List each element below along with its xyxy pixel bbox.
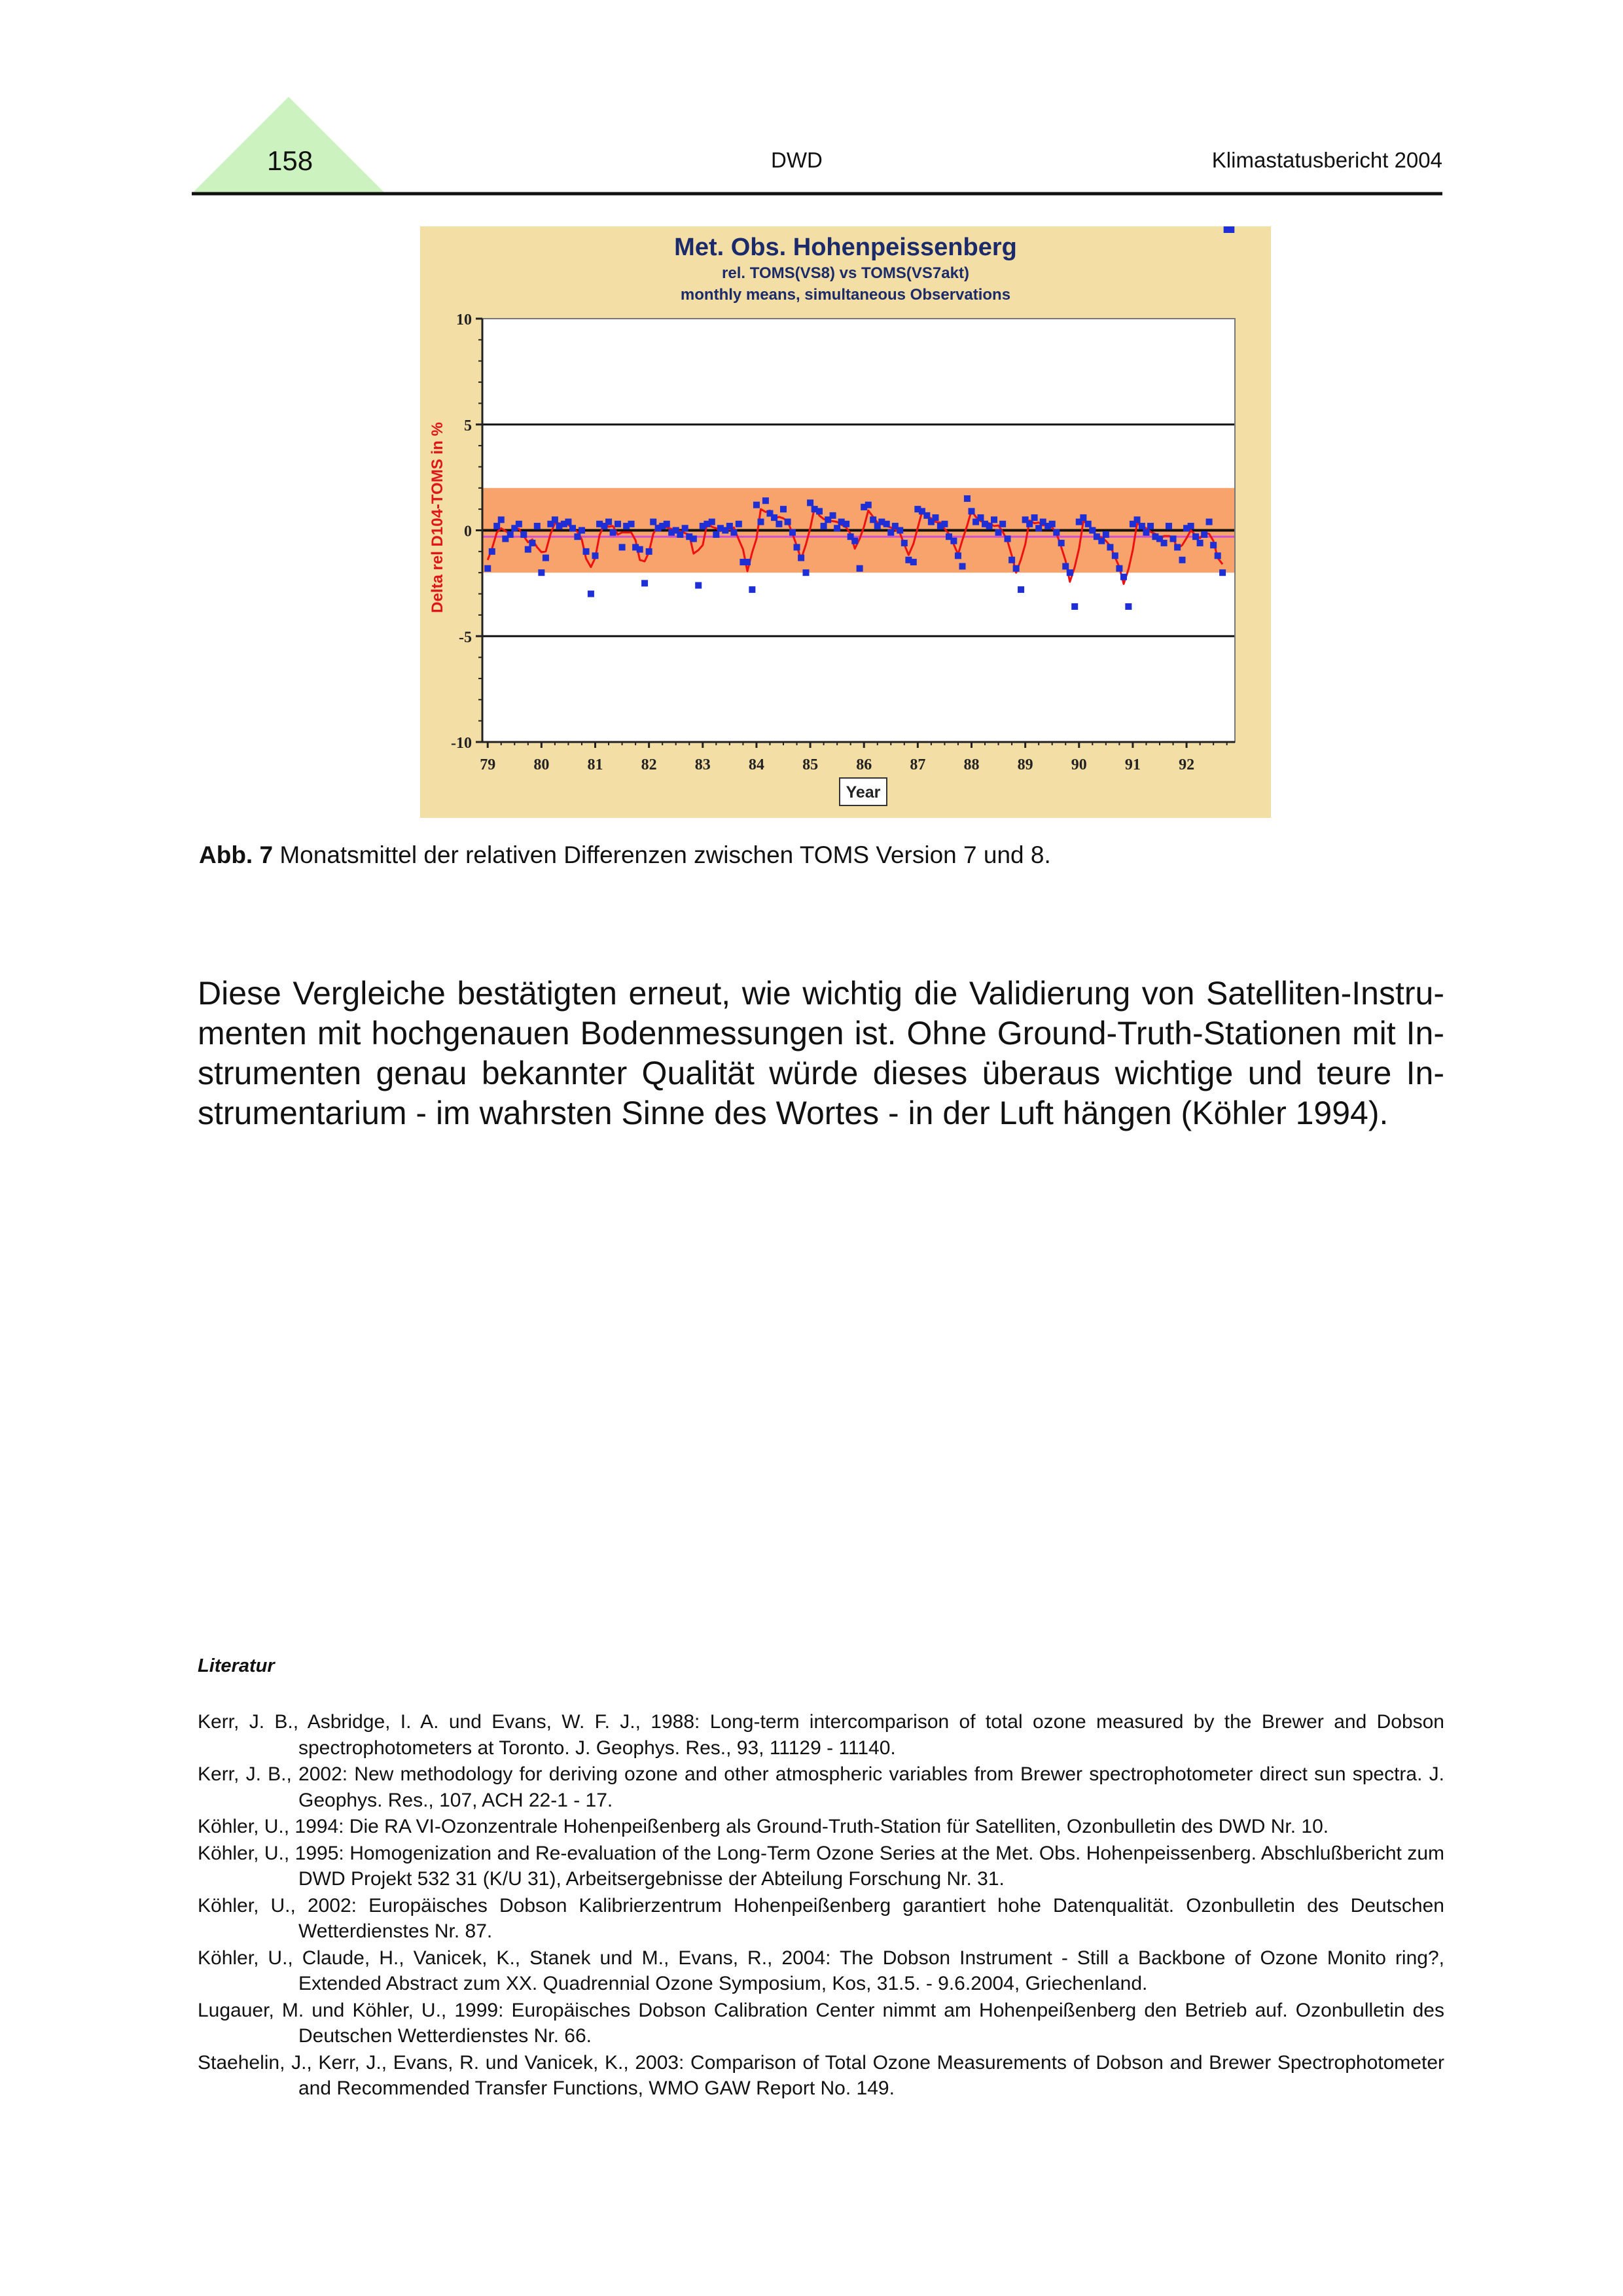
data-point [525, 546, 531, 553]
data-point [794, 544, 800, 550]
data-point [1058, 540, 1065, 546]
data-point [1192, 533, 1199, 540]
data-point [1107, 544, 1113, 550]
data-point [1005, 535, 1011, 542]
data-point [726, 523, 733, 529]
data-point [605, 519, 612, 525]
data-point [534, 523, 541, 529]
data-point [664, 521, 670, 527]
data-point [498, 516, 505, 523]
reference-item: Lugauer, M. und Köhler, U., 1999: Europäisches Dobson Calibration Center nimmt am Hohenpeißenberg den Betrieb auf. Ozonbulletin des Deutschen Wetterdienstes Nr. 66. [198, 1999, 1444, 2047]
data-point [991, 516, 997, 523]
y-tick-label: -5 [459, 629, 472, 646]
data-point [883, 521, 890, 527]
x-tick-label: 88 [963, 756, 980, 773]
data-point [821, 523, 827, 529]
data-point [641, 580, 648, 586]
x-tick-label: 86 [856, 756, 872, 773]
data-point [1049, 521, 1056, 527]
data-point [771, 514, 777, 521]
x-tick-label: 83 [694, 756, 711, 773]
data-point [955, 552, 961, 559]
data-point [1035, 525, 1042, 531]
data-point [1089, 527, 1096, 534]
data-point [579, 527, 585, 534]
body-paragraph: Diese Vergleiche bestätigten erneut, wie wichtig die Validierung von Satelliten-Instrumenten mit hochgenauen Bodenmessungen ist. Ohne Ground-Truth-Stationen mit Instrumenten genau bekannter Qualität würde dieses überaus wichtige und teure Instrumentarium - im wahrsten Sinne des Wortes - in der Luft hängen (Köhler 1994). [198, 975, 1444, 1131]
data-point [677, 531, 683, 538]
x-tick-label: 79 [480, 756, 496, 773]
data-point [758, 519, 764, 525]
data-point [887, 529, 894, 536]
data-point [569, 525, 576, 531]
data-point [1206, 519, 1213, 525]
data-point [529, 540, 535, 546]
ozone-difference-chart [420, 226, 1271, 818]
data-point [736, 521, 742, 527]
data-point [516, 521, 522, 527]
data-point [592, 552, 599, 559]
data-point [785, 519, 791, 525]
reference-item: Kerr, J. B., 2002: New methodology for deriving ozone and other atmospheric variables from Brewer spectrophotometer direct sun spectra. J. Geophys. Res., 107, ACH 22-1 - 17. [198, 1763, 1444, 1811]
x-tick-label: 90 [1071, 756, 1087, 773]
data-point [1228, 226, 1234, 233]
data-point [1179, 557, 1186, 563]
data-point [588, 591, 594, 597]
data-point [1116, 565, 1122, 572]
y-tick-label: 10 [456, 311, 472, 328]
chart-title: Met. Obs. Hohenpeissenberg [674, 234, 1017, 261]
data-point [1031, 514, 1038, 521]
data-point [1139, 523, 1145, 529]
data-point [969, 508, 975, 514]
reference-item: Köhler, U., 1994: Die RA VI-Ozonzentrale Hohenpeißenberg als Ground-Truth-Station für Satelliten, Ozonbulletin des DWD Nr. 10. [198, 1816, 1329, 1837]
data-point [1103, 531, 1109, 538]
reference-list [198, 1709, 1444, 2102]
data-point [1201, 531, 1207, 538]
data-point [489, 548, 495, 555]
data-point [646, 548, 652, 555]
data-point [807, 499, 813, 506]
data-point [834, 525, 840, 531]
data-point [1062, 563, 1069, 569]
x-axis-label: Year [846, 783, 881, 802]
figure-caption-text: Monatsmittel der relativen Differenzen zwischen TOMS Version 7 und 8. [279, 841, 1051, 868]
data-point [583, 548, 590, 555]
x-tick-label: 85 [802, 756, 819, 773]
references-heading: Literatur [198, 1655, 275, 1676]
data-point [910, 559, 917, 565]
x-tick-label: 89 [1017, 756, 1033, 773]
x-tick-label: 84 [748, 756, 764, 773]
x-tick-label: 91 [1124, 756, 1141, 773]
data-point [730, 529, 737, 536]
data-point [484, 565, 491, 572]
data-point [1098, 538, 1105, 544]
y-tick-label: -10 [451, 735, 472, 752]
x-tick-label: 80 [533, 756, 550, 773]
data-point [1147, 523, 1154, 529]
data-point [941, 521, 948, 527]
data-point [709, 519, 715, 525]
data-point [538, 569, 544, 576]
data-point [1085, 521, 1092, 527]
data-point [1112, 552, 1118, 559]
data-point [682, 525, 688, 531]
data-point [995, 529, 1002, 536]
data-point [1219, 569, 1226, 576]
data-point [857, 565, 863, 572]
data-point [950, 538, 957, 544]
chart-subtitle-1: rel. TOMS(VS8) vs TOMS(VS7akt) [722, 264, 969, 282]
data-point [923, 512, 930, 519]
data-point [1120, 574, 1127, 580]
data-point [650, 519, 656, 525]
data-point [1215, 552, 1221, 559]
data-point [574, 533, 580, 540]
data-point [690, 535, 697, 542]
data-point [830, 512, 836, 519]
data-point [744, 559, 751, 565]
data-point [493, 523, 500, 529]
data-point [695, 582, 702, 589]
data-point [1134, 516, 1141, 523]
data-point [1174, 544, 1181, 550]
data-point [1026, 521, 1033, 527]
header-report-title: Klimastatusbericht 2004 [1211, 148, 1442, 172]
x-tick-label: 82 [641, 756, 657, 773]
data-point [964, 495, 971, 502]
data-point [1170, 535, 1177, 542]
data-point [851, 538, 858, 544]
data-point [749, 586, 755, 593]
data-point [901, 540, 908, 546]
data-point [565, 519, 571, 525]
data-point [1053, 529, 1060, 536]
y-axis-label: Delta rel D104-TOMS in % [429, 422, 446, 613]
data-point [803, 569, 810, 576]
data-point [959, 563, 966, 569]
data-point [1188, 523, 1194, 529]
data-point [762, 497, 769, 504]
data-point [610, 529, 616, 536]
data-point [1197, 540, 1204, 546]
data-point [986, 523, 993, 529]
y-tick-label: 5 [464, 417, 472, 434]
x-tick-label: 87 [910, 756, 926, 773]
reference-item: Staehelin, J., Kerr, J., Evans, R. und Vanicek, K., 2003: Comparison of Total Ozone Measurements of Dobson and Brewer Spectrophotometer and Recommended Transfer Functions, WMO GAW Report No. 149. [198, 2051, 1444, 2099]
figure-caption [199, 841, 1051, 869]
chart-subtitle-2: monthly means, simultaneous Observations [680, 286, 1011, 304]
reference-item: Köhler, U., 2002: Europäisches Dobson Kalibrierzentrum Hohenpeißenberg garantiert hohe Datenqualität. Ozonbulletin des Deutschen Wetterdienstes Nr. 87. [198, 1894, 1444, 1942]
data-point [780, 506, 787, 512]
data-point [789, 529, 796, 536]
data-point [870, 516, 876, 523]
data-point [507, 531, 514, 538]
data-point [637, 546, 643, 553]
data-point [865, 502, 872, 508]
data-point [932, 514, 938, 521]
data-point [816, 508, 823, 514]
y-tick-label: 0 [464, 523, 472, 540]
data-point [1008, 557, 1015, 563]
data-point [897, 527, 903, 534]
header-publisher: DWD [771, 148, 823, 172]
data-point [843, 521, 849, 527]
data-point [520, 531, 527, 538]
reference-item: Köhler, U., Claude, H., Vanicek, K., Stanek und M., Evans, R., 2004: The Dobson Instrument - Still a Backbone of Ozone Monito ring?, Extended Abstract zum XX. Quadrennial Ozone Symposium, Kos, 31.5. - 9.6.2004, Griechenland. [198, 1947, 1444, 1994]
data-point [713, 531, 719, 538]
reference-item: Köhler, U., 1995: Homogenization and Re-evaluation of the Long-Term Ozone Series at the Met. Obs. Hohenpeissenberg. Abschlußbericht zum DWD Projekt 532 31 (K/U 31), Arbeitsergebnisse der Abteilung Forschung Nr. 31. [198, 1842, 1444, 1890]
x-tick-label: 81 [587, 756, 603, 773]
data-point [1071, 603, 1078, 610]
data-point [753, 502, 760, 508]
data-point [1080, 514, 1086, 521]
page-number: 158 [267, 145, 313, 176]
data-point [1161, 540, 1168, 546]
data-point [776, 521, 782, 527]
data-point [619, 544, 626, 550]
x-tick-label: 92 [1179, 756, 1195, 773]
data-point [977, 514, 984, 521]
reference-item: Kerr, J. B., Asbridge, I. A. und Evans, W. F. J., 1988: Long-term intercomparison of total ozone measured by the Brewer and Dobson spectrophotometers at Toronto. J. Geophys. Res., 93, 11129 - 11140. [198, 1711, 1444, 1759]
data-point [1067, 569, 1073, 576]
data-point [999, 521, 1006, 527]
data-point [798, 555, 804, 561]
data-point [628, 521, 635, 527]
data-point [1210, 542, 1217, 548]
data-point [552, 516, 558, 523]
figure-label: Abb. 7 [199, 841, 274, 868]
data-point [1125, 603, 1132, 610]
data-point [615, 521, 621, 527]
data-point [1166, 523, 1172, 529]
data-point [1018, 586, 1024, 593]
data-point [543, 555, 549, 561]
data-point [1143, 529, 1149, 536]
data-point [1013, 565, 1020, 572]
